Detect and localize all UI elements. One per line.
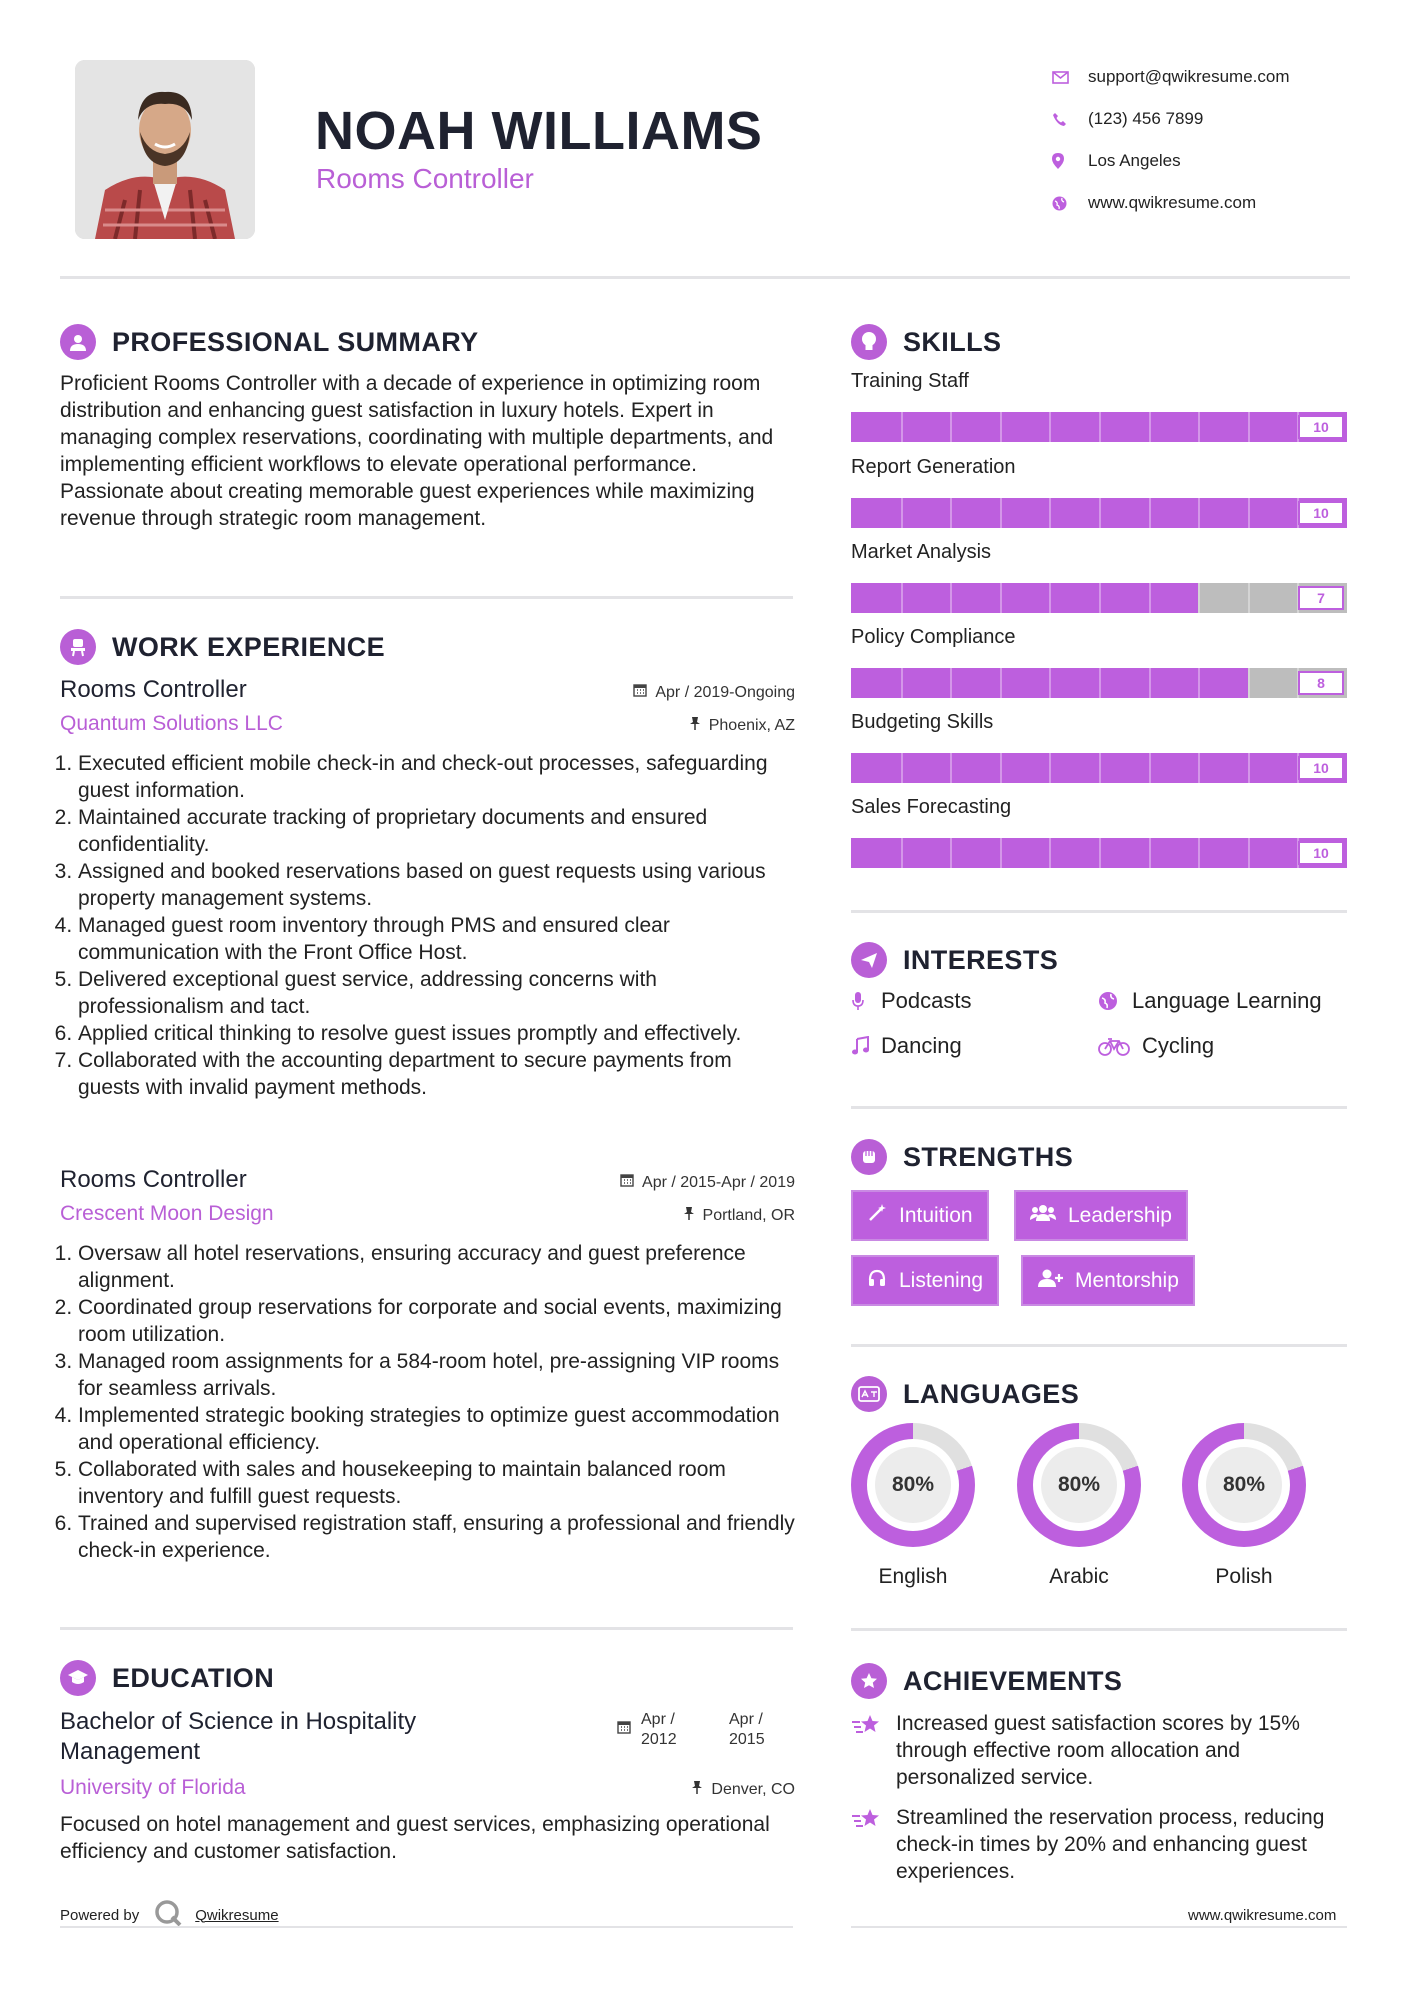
strength-label: Intuition (899, 1203, 973, 1227)
candidate-role: Rooms Controller (316, 163, 534, 194)
skill-bar-segment (1248, 668, 1250, 698)
strength-chip (851, 1255, 999, 1306)
job-entry (60, 1166, 795, 1564)
powered-by-label: Powered by (60, 1906, 140, 1924)
skill-score: 7 (1298, 586, 1344, 610)
job-location (683, 1206, 795, 1225)
education-start-line: 2012 (641, 1731, 677, 1748)
contact-block (1050, 56, 1290, 224)
job-duties (60, 750, 795, 1101)
skills-heading (851, 324, 1001, 360)
profile-photo (75, 60, 255, 239)
skill-name: Policy Compliance (851, 626, 1016, 648)
duty-item: 4. Managed guest room inventory through PMS and ensured clear communication with the Front Office Host. (78, 912, 795, 966)
contact-website-text: www.qwikresume.com (1088, 193, 1257, 212)
education-end (729, 1710, 765, 1750)
interests-divider (851, 1106, 1347, 1109)
degree-line: Management (60, 1738, 201, 1765)
education-end-line: 2015 (729, 1731, 765, 1748)
skill-bar-segment (1049, 498, 1051, 528)
language-ring (1182, 1423, 1306, 1547)
skill-item (851, 456, 1347, 528)
strength-chip (1021, 1255, 1195, 1306)
skill-bar-segment (1248, 583, 1250, 613)
skill-bar-fill (851, 583, 1198, 613)
skill-bar-segment (1149, 838, 1151, 868)
duty-item: 5. Delivered exceptional guest service, addressing concerns with professionalism and tact. (78, 966, 795, 1020)
paper-plane-icon (851, 942, 887, 978)
achievement-item (851, 1804, 1351, 1885)
skill-bar-segment (1049, 583, 1051, 613)
skill-bar-segment (901, 412, 903, 442)
candidate-name: NOAH WILLIAMS (315, 101, 763, 161)
duty-item: 6. Applied critical thinking to resolve guest issues promptly and effectively. (78, 1020, 795, 1047)
skill-bar-segment (1149, 753, 1151, 783)
skill-item (851, 541, 1347, 613)
language-ring (1017, 1423, 1141, 1547)
skill-bar-segment (901, 753, 903, 783)
contact-location (1050, 140, 1290, 182)
pushpin-icon (689, 716, 701, 735)
contact-website[interactable] (1050, 182, 1290, 224)
contact-location-text: Los Angeles (1088, 151, 1181, 170)
language-percent: 80% (1206, 1447, 1282, 1523)
job-company: Crescent Moon Design (60, 1202, 274, 1225)
microphone-icon (851, 991, 881, 1011)
education-heading (60, 1660, 274, 1696)
skill-bar-segment (1248, 753, 1250, 783)
user-icon (60, 324, 96, 360)
interest-label: Language Learning (1132, 988, 1322, 1013)
skill-bar-segment (1049, 838, 1051, 868)
footer-divider-left (60, 1926, 793, 1928)
language-icon (851, 1376, 887, 1412)
contact-phone-text: (123) 456 7899 (1088, 109, 1204, 128)
education-title: EDUCATION (112, 1662, 275, 1693)
summary-title: PROFESSIONAL SUMMARY (112, 326, 479, 357)
skill-bar-segment (1000, 498, 1002, 528)
star-badge-icon (851, 1663, 887, 1699)
skill-bar-segment (1099, 583, 1101, 613)
job-company: Quantum Solutions LLC (60, 712, 283, 735)
skill-bar-segment (1149, 583, 1151, 613)
skill-score: 8 (1298, 671, 1344, 695)
strength-label: Listening (899, 1268, 984, 1292)
summary-divider (60, 596, 793, 599)
skill-bar-segment (1099, 838, 1101, 868)
skill-bar-segment (950, 668, 952, 698)
interests-heading (851, 942, 1058, 978)
skill-item (851, 626, 1347, 698)
graduation-icon (60, 1660, 96, 1696)
map-pin-icon (1050, 153, 1088, 169)
skill-bar-segment (950, 838, 952, 868)
footer-website[interactable]: www.qwikresume.com (1188, 1907, 1337, 1924)
skill-bar (851, 753, 1347, 783)
interest-item (1098, 1033, 1214, 1059)
skill-bar-segment (901, 838, 903, 868)
shooting-star-icon (851, 1804, 896, 1885)
language-percent: 80% (875, 1447, 951, 1523)
languages-divider (851, 1628, 1347, 1631)
user-plus-icon (1037, 1268, 1063, 1294)
strength-label: Leadership (1068, 1203, 1172, 1227)
phone-icon (1050, 112, 1088, 127)
skill-name: Market Analysis (851, 541, 992, 563)
duty-item: 6. Trained and supervised registration staff, ensuring a professional and friendly check-in experience. (78, 1510, 795, 1564)
skill-bar-segment (1000, 753, 1002, 783)
globe-icon (1098, 991, 1132, 1011)
education-location-text: Denver, CO (711, 1780, 795, 1798)
language-ring (851, 1423, 975, 1547)
skill-bar-segment (1049, 412, 1051, 442)
skill-bar-segment (1198, 412, 1200, 442)
duty-item: 5. Collaborated with sales and housekeeping to maintain balanced room inventory and fulfill guest requests. (78, 1456, 795, 1510)
group-icon (1030, 1203, 1056, 1229)
skill-name: Training Staff (851, 370, 969, 392)
skill-bar (851, 668, 1347, 698)
school-name: University of Florida (60, 1776, 246, 1799)
language-name: Polish (1215, 1565, 1273, 1588)
interest-item (1098, 988, 1322, 1014)
skill-bar-segment (1198, 583, 1200, 613)
duty-item: 4. Implemented strategic booking strategies to optimize guest accommodation and operational efficiency. (78, 1402, 795, 1456)
job-dates (620, 1173, 795, 1192)
skill-bar-segment (1149, 668, 1151, 698)
skill-bar-segment (1149, 498, 1151, 528)
interest-label: Cycling (1142, 1033, 1215, 1058)
experience-divider (60, 1627, 793, 1630)
duty-item: 1. Executed efficient mobile check-in and check-out processes, safeguarding guest information. (78, 750, 795, 804)
briefcase-icon (60, 629, 96, 665)
duty-item: 7. Collaborated with the accounting department to secure payments from guests with invalid payment methods. (78, 1047, 795, 1101)
achievement-text: Streamlined the reservation process, reducing check-in times by 20% and enhancing guest experiences. (896, 1806, 1325, 1883)
pushpin-icon (691, 1780, 703, 1799)
skills-divider (851, 910, 1347, 913)
achievement-item (851, 1710, 1351, 1791)
skill-bar (851, 412, 1347, 442)
pushpin-icon (683, 1206, 695, 1225)
contact-email-text: support@qwikresume.com (1088, 67, 1290, 86)
skill-bar-segment (901, 583, 903, 613)
skill-bar-segment (950, 753, 952, 783)
job-location-text: Phoenix, AZ (708, 716, 795, 734)
language-item (850, 1423, 976, 1589)
interests-title: INTERESTS (903, 944, 1059, 975)
skill-item (851, 370, 1347, 442)
skill-bar-segment (901, 498, 903, 528)
interest-label: Podcasts (881, 988, 972, 1013)
duty-item: 3. Managed room assignments for a 584-room hotel, pre-assigning VIP rooms for seamless arrivals. (78, 1348, 795, 1402)
skill-bar-segment (1248, 838, 1250, 868)
skill-name: Budgeting Skills (851, 711, 994, 733)
strengths-divider (851, 1344, 1347, 1347)
experience-title: WORK EXPERIENCE (112, 631, 386, 662)
skill-bar-segment (1099, 412, 1101, 442)
skill-bar-segment (1000, 668, 1002, 698)
skill-bar-segment (1000, 838, 1002, 868)
header-divider (60, 276, 1350, 279)
skill-bar-segment (1248, 498, 1250, 528)
strength-chip (1014, 1190, 1188, 1241)
skill-bar-segment (950, 583, 952, 613)
languages-heading (851, 1376, 1079, 1412)
qwikresume-link[interactable]: Qwikresume (195, 1906, 279, 1924)
skill-bar-segment (1099, 498, 1101, 528)
skill-score: 10 (1298, 841, 1344, 865)
skill-bar-segment (950, 412, 952, 442)
skill-bar-segment (1099, 668, 1101, 698)
skill-score: 10 (1298, 415, 1344, 439)
skill-score: 10 (1298, 756, 1344, 780)
summary-heading (60, 324, 479, 360)
degree (60, 1707, 580, 1767)
skill-bar (851, 498, 1347, 528)
skills-title: SKILLS (903, 326, 1002, 357)
job-duties (60, 1240, 795, 1564)
language-item (1181, 1423, 1307, 1589)
job-title: Rooms Controller (60, 676, 247, 703)
skill-bar-segment (1000, 412, 1002, 442)
strengths-heading (851, 1139, 1073, 1175)
education-dates (617, 1710, 765, 1750)
magic-wand-icon (867, 1203, 887, 1229)
date-separator (709, 1710, 719, 1720)
skill-bar-segment (1049, 753, 1051, 783)
interest-label: Dancing (881, 1033, 962, 1058)
job-location-text: Portland, OR (702, 1206, 795, 1224)
job-dates (633, 683, 795, 702)
strength-label: Mentorship (1075, 1268, 1179, 1292)
contact-email[interactable] (1050, 56, 1290, 98)
education-location (691, 1780, 795, 1799)
experience-heading (60, 629, 385, 665)
achievement-text: Increased guest satisfaction scores by 15% through effective room allocation and personalized service. (896, 1712, 1300, 1789)
duty-item: 1. Oversaw all hotel reservations, ensuring accuracy and guest preference alignment. (78, 1240, 795, 1294)
shooting-star-icon (851, 1710, 896, 1791)
skill-bar (851, 838, 1347, 868)
lightbulb-icon (851, 324, 887, 360)
calendar-icon (617, 1710, 631, 1740)
skill-item (851, 711, 1347, 783)
interest-item (851, 988, 972, 1014)
globe-icon (1050, 196, 1088, 211)
duty-item: 3. Assigned and booked reservations based on guest requests using various property management systems. (78, 858, 795, 912)
skill-name: Sales Forecasting (851, 796, 1012, 818)
skill-bar-segment (950, 498, 952, 528)
footer-divider-right (851, 1926, 1347, 1928)
skill-bar-segment (1198, 498, 1200, 528)
calendar-icon (633, 683, 647, 702)
job-dates-text: Apr / 2015-Apr / 2019 (642, 1173, 795, 1191)
degree-line: Bachelor of Science in Hospitality (60, 1708, 417, 1735)
duty-item: 2. Coordinated group reservations for corporate and social events, maximizing room utilization. (78, 1294, 795, 1348)
music-note-icon (851, 1036, 881, 1056)
education-start-line: Apr / (641, 1711, 675, 1728)
calendar-icon (620, 1173, 634, 1192)
skill-bar-segment (1099, 753, 1101, 783)
strengths-title: STRENGTHS (903, 1141, 1074, 1172)
skill-bar-segment (1248, 412, 1250, 442)
language-percent: 80% (1041, 1447, 1117, 1523)
skill-bar-segment (1149, 412, 1151, 442)
language-name: Arabic (1049, 1565, 1109, 1588)
skill-bar-segment (1198, 753, 1200, 783)
job-location (689, 716, 795, 735)
skill-score: 10 (1298, 501, 1344, 525)
education-end-line: Apr / (729, 1711, 763, 1728)
skill-bar (851, 583, 1347, 613)
skill-item (851, 796, 1347, 868)
achievements-heading (851, 1663, 1122, 1699)
skill-bar-segment (1049, 668, 1051, 698)
job-dates-text: Apr / 2019-Ongoing (655, 683, 795, 701)
skill-name: Report Generation (851, 456, 1016, 478)
languages-title: LANGUAGES (903, 1378, 1080, 1409)
language-name: English (878, 1565, 948, 1588)
envelope-icon (1050, 71, 1088, 84)
bicycle-icon (1098, 1036, 1142, 1056)
contact-phone[interactable] (1050, 98, 1290, 140)
skill-bar-segment (1198, 838, 1200, 868)
skill-bar-segment (1000, 583, 1002, 613)
education-school-row (60, 1776, 795, 1800)
education-description: Focused on hotel management and guest services, emphasizing operational efficiency and customer satisfaction. (60, 1813, 770, 1863)
job-title: Rooms Controller (60, 1166, 247, 1193)
job-entry (60, 676, 795, 1101)
duty-item: 2. Maintained accurate tracking of proprietary documents and ensured confidentiality. (78, 804, 795, 858)
language-item (1016, 1423, 1142, 1589)
summary-text: Proficient Rooms Controller with a decade of experience in optimizing room distribution and enhancing guest satisfaction in luxury hotels. Expert in managing complex reservations, coordinating with multiple departments, and implementing efficient workflows to elevate operational performance. Passionate about creating memorable guest experiences while maximizing revenue through strategic room management. (60, 372, 774, 530)
achievements-title: ACHIEVEMENTS (903, 1665, 1123, 1696)
strength-chip (851, 1190, 989, 1241)
interest-item (851, 1033, 962, 1059)
skill-bar-segment (1198, 668, 1200, 698)
fist-icon (851, 1139, 887, 1175)
skill-bar-segment (901, 668, 903, 698)
headphones-icon (867, 1268, 887, 1294)
education-start (641, 1710, 699, 1750)
